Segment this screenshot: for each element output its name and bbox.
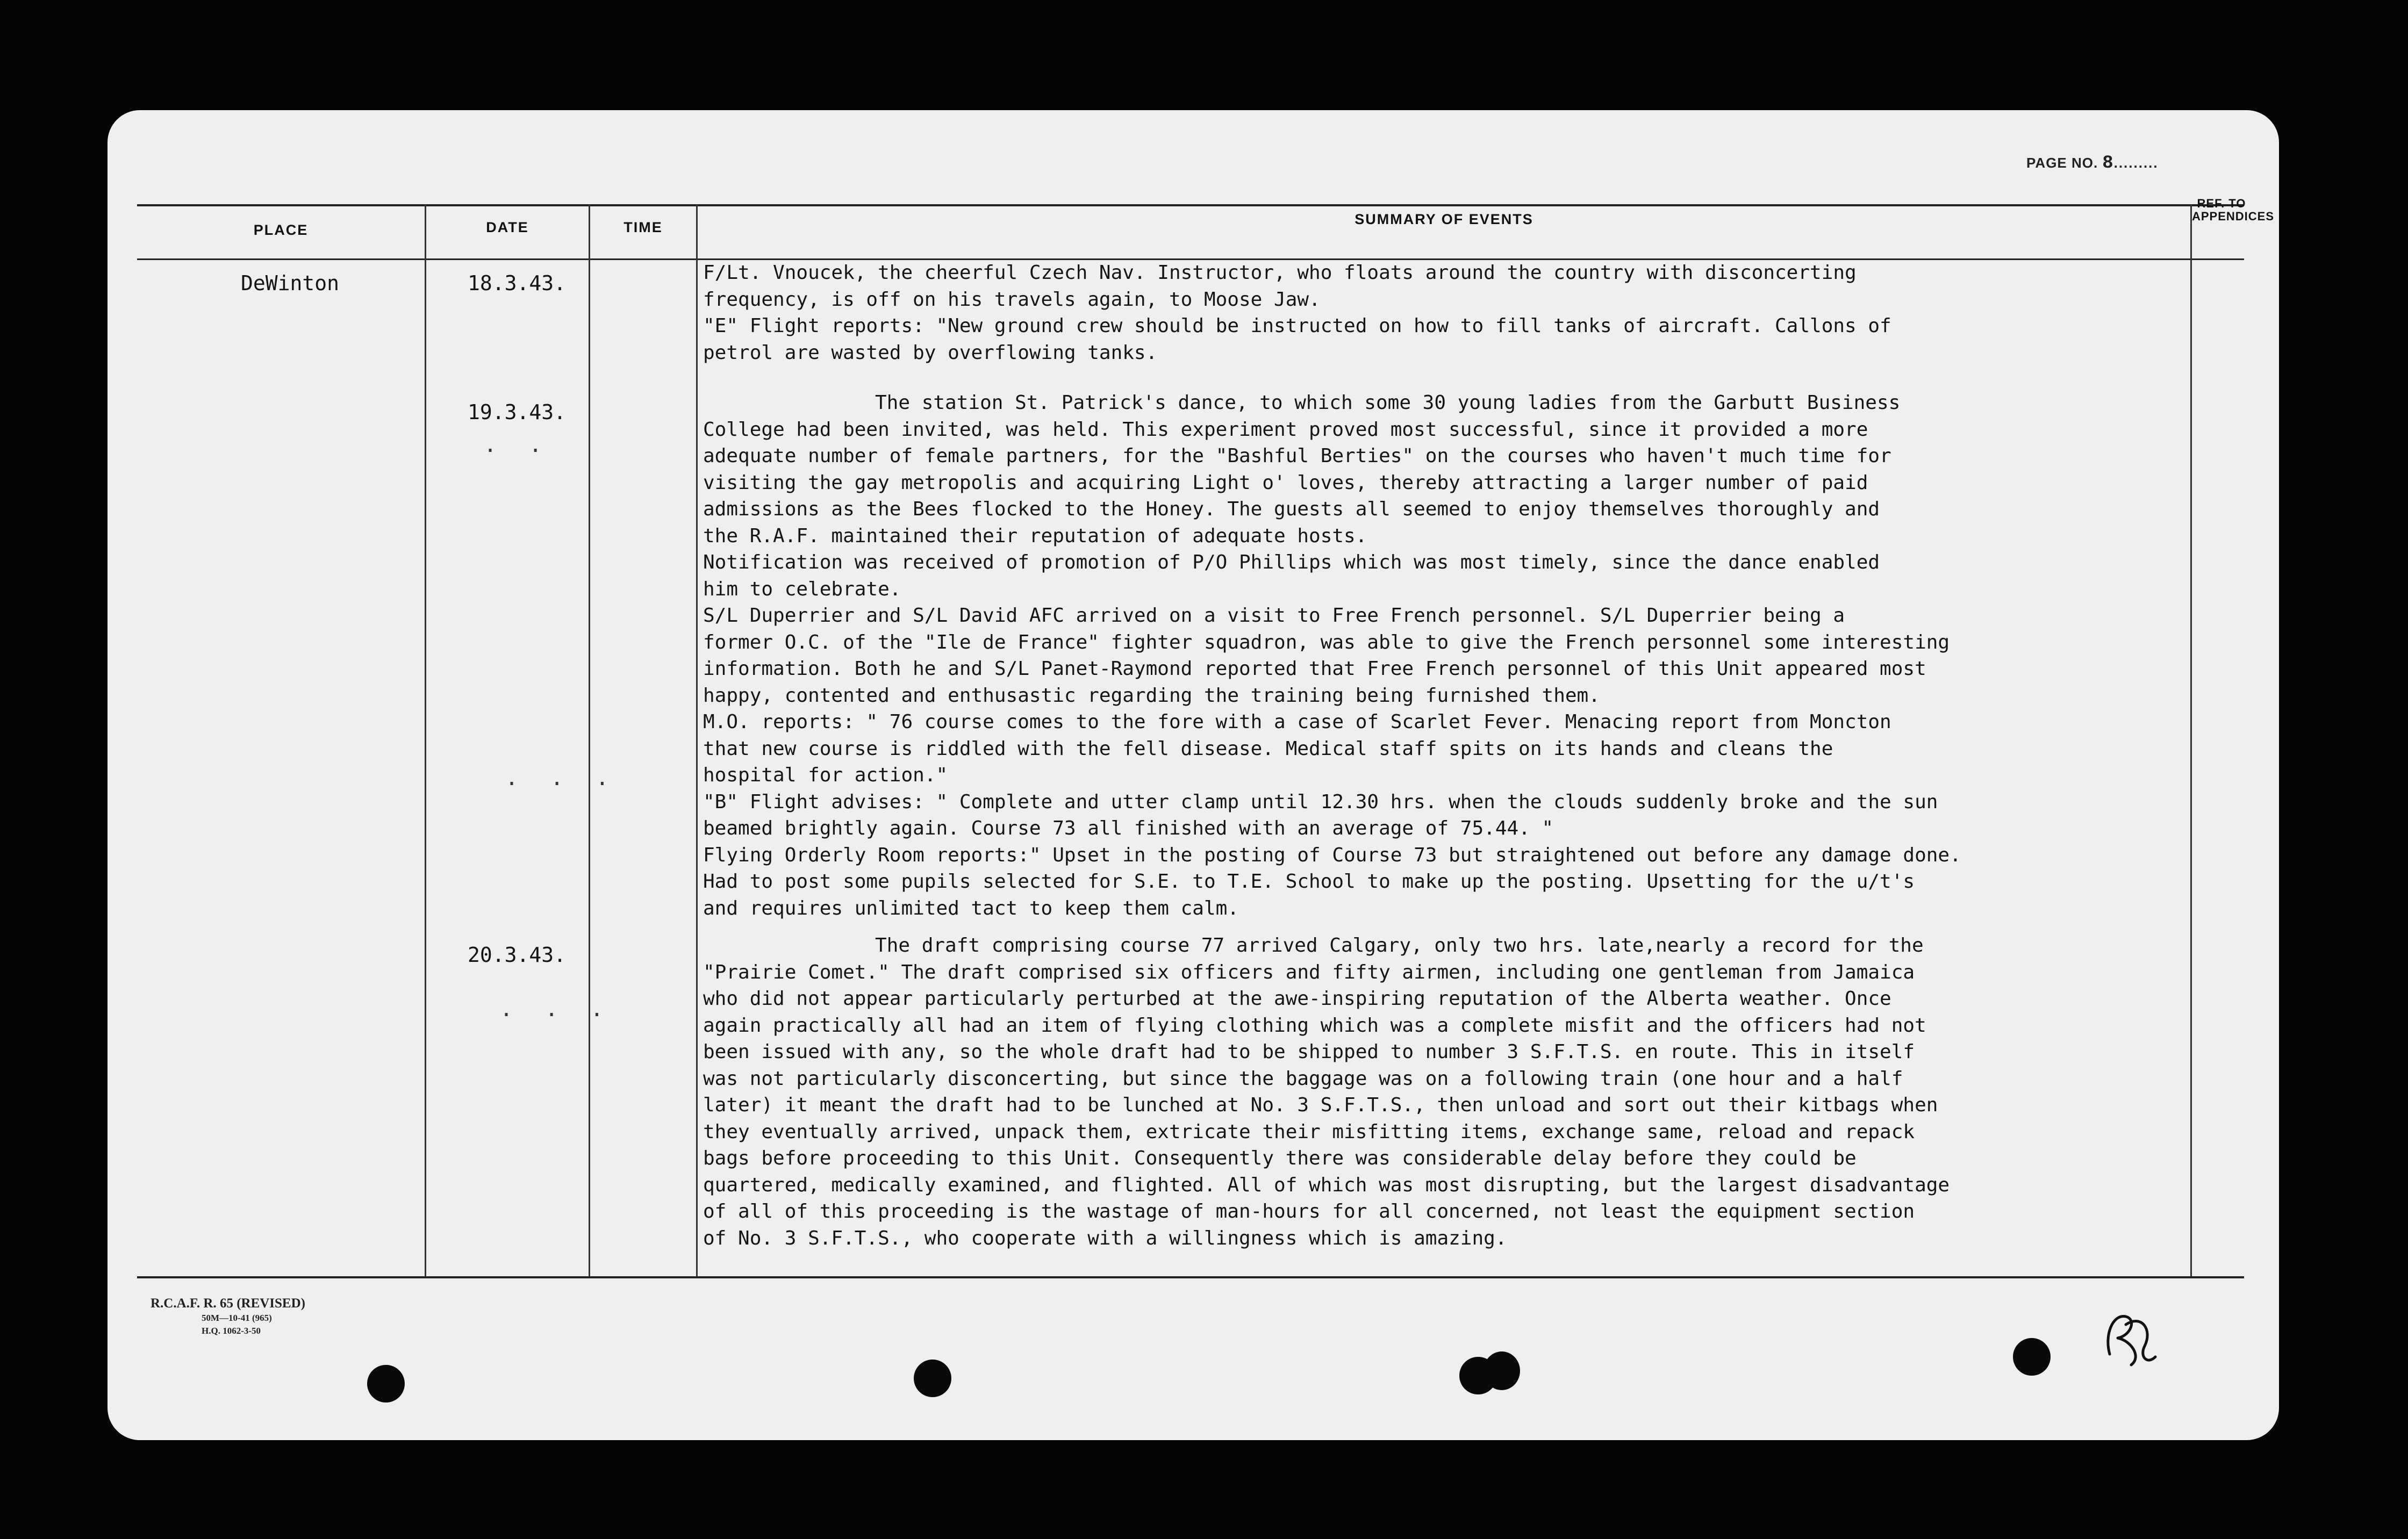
- summary-line: Had to post some pupils selected for S.E. to T.E. School to make up the posting. Upsetting for the u/t's: [703, 871, 1915, 893]
- summary-line: Notification was received of promotion of P/O Phillips which was most timely, since the dance enabled: [703, 551, 1880, 573]
- summary-line: of all of this proceeding is the wastage of man-hours for all concerned, not least the equipment section: [703, 1200, 1915, 1222]
- date-cell: 18.3.43.: [468, 271, 567, 295]
- summary-line: F/Lt. Vnoucek, the cheerful Czech Nav. Instructor, who floats around the country with disconcerting: [703, 262, 1857, 284]
- entry-18-march: [703, 260, 2197, 366]
- handwritten-initials-icon: [2094, 1303, 2163, 1373]
- page-number: PAGE NO. 8.........: [2026, 153, 2159, 174]
- entry-19-march: [703, 390, 2197, 922]
- summary-line: "Prairie Comet." The draft comprised six officers and fifty airmen, including one gentleman from Jamaica: [703, 961, 1915, 983]
- summary-line: of No. 3 S.F.T.S., who cooperate with a willingness which is amazing.: [703, 1227, 1507, 1249]
- ditto-marks: . . .: [500, 997, 613, 1022]
- form-print-run: 50M—10-41 (965): [202, 1313, 272, 1323]
- summary-line: him to celebrate.: [703, 578, 901, 600]
- table-bottom-rule: [137, 1276, 2244, 1278]
- summary-line: they eventually arrived, unpack them, extricate their misfitting items, exchange same, reload and repack: [703, 1120, 1915, 1143]
- summary-line: quartered, medically examined, and flighted. All of which was most disrupting, but the largest disadvantage: [703, 1174, 1950, 1196]
- column-divider-place: [425, 204, 426, 1276]
- summary-line: later) it meant the draft had to be lunched at No. 3 S.F.T.S., then unload and sort out their kitbags when: [703, 1094, 1938, 1116]
- page-number-value: 8: [2102, 153, 2114, 174]
- summary-line: bags before proceeding to this Unit. Consequently there was considerable delay before they could be: [703, 1147, 1857, 1169]
- summary-line: adequate number of female partners, for the "Bashful Berties" on the courses who haven't much time for: [703, 445, 1891, 467]
- summary-line: hospital for action.": [703, 764, 948, 786]
- summary-line: who did not appear particularly perturbed at the awe-inspiring reputation of the Alberta weather. Once: [703, 988, 1891, 1010]
- summary-line: S/L Duperrier and S/L David AFC arrived on a visit to Free French personnel. S/L Duperrier being a: [703, 605, 1845, 627]
- summary-line: visiting the gay metropolis and acquiring Light o' loves, thereby attracting a larger number of paid: [703, 471, 1868, 494]
- summary-line: happy, contented and enthusastic regarding the training being furnished them.: [703, 684, 1600, 707]
- summary-line: again practically all had an item of flying clothing which was a complete misfit and the officers had not: [703, 1014, 1926, 1037]
- punch-hole: [367, 1365, 405, 1403]
- summary-line: former O.C. of the "Ile de France" fighter squadron, was able to give the French personnel some interesting: [703, 631, 1950, 653]
- punch-hole: [2013, 1338, 2051, 1376]
- summary-line: beamed brightly again. Course 73 all finished with an average of 75.44. ": [703, 817, 1554, 839]
- header-place: PLACE: [253, 222, 309, 238]
- punch-hole: [914, 1360, 951, 1397]
- summary-line: M.O. reports: " 76 course comes to the fore with a case of Scarlet Fever. Menacing report from Moncton: [703, 711, 1891, 733]
- header-ref-line2: APPENDICES: [2192, 210, 2275, 223]
- summary-line: petrol are wasted by overflowing tanks.: [703, 341, 1158, 364]
- header-summary: SUMMARY OF EVENTS: [1354, 211, 1533, 227]
- page-label: PAGE NO.: [2026, 155, 2098, 171]
- summary-line: "B" Flight advises: " Complete and utter clamp until 12.30 hrs. when the clouds suddenly broke and the sun: [703, 790, 1938, 813]
- date-cell: 19.3.43.: [468, 400, 567, 424]
- form-hq-ref: H.Q. 1062-3-50: [202, 1326, 261, 1336]
- summary-line: was not particularly disconcerting, but since the baggage was on a following train (one hour and a half: [703, 1067, 1903, 1090]
- summary-line: Flying Orderly Room reports:" Upset in the posting of Course 73 but straightened out before any damage done.: [703, 844, 1961, 866]
- diary-sheet: [108, 110, 2279, 1440]
- summary-line: The draft comprising course 77 arrived Calgary, only two hrs. late,nearly a record for the: [875, 934, 1924, 957]
- ditto-marks: . .: [484, 433, 552, 457]
- summary-line: frequency, is off on his travels again, to Moose Jaw.: [703, 288, 1321, 311]
- header-date: DATE: [486, 219, 529, 235]
- summary-line: and requires unlimited tact to keep them calm.: [703, 897, 1239, 919]
- header-top-rule: [137, 204, 2244, 206]
- summary-line: The station St. Patrick's dance, to which some 30 young ladies from the Garbutt Business: [875, 392, 1901, 414]
- header-ref: [2192, 197, 2275, 223]
- punch-hole: [1484, 1351, 1520, 1390]
- place-cell: DeWinton: [241, 271, 340, 295]
- column-divider-time: [696, 204, 698, 1276]
- header-ref-line1: REF. TO: [2197, 197, 2246, 210]
- summary-line: been issued with any, so the whole draft had to be shipped to number 3 S.F.T.S. en route. This in itself: [703, 1041, 1915, 1063]
- summary-line: that new course is riddled with the fell disease. Medical staff spits on its hands and cleans the: [703, 737, 1833, 760]
- ditto-marks: . . .: [505, 766, 619, 790]
- form-number: R.C.A.F. R. 65 (REVISED): [150, 1296, 305, 1311]
- form-identifier: [150, 1295, 305, 1337]
- summary-line: College had been invited, was held. This experiment proved most successful, since it provided a more: [703, 418, 1868, 441]
- date-cell: 20.3.43.: [468, 943, 567, 967]
- summary-line: admissions as the Bees flocked to the Honey. The guests all seemed to enjoy themselves thoroughly and: [703, 498, 1880, 520]
- entry-20-march: [703, 932, 2197, 1252]
- summary-line: information. Both he and S/L Panet-Raymond reported that Free French personnel of this Unit appeared most: [703, 658, 1926, 680]
- summary-line: the R.A.F. maintained their reputation of adequate hosts.: [703, 524, 1367, 547]
- summary-line: "E" Flight reports: "New ground crew should be instructed on how to fill tanks of aircraft. Callons of: [703, 315, 1891, 337]
- column-divider-date: [589, 204, 590, 1276]
- header-time: TIME: [624, 219, 663, 235]
